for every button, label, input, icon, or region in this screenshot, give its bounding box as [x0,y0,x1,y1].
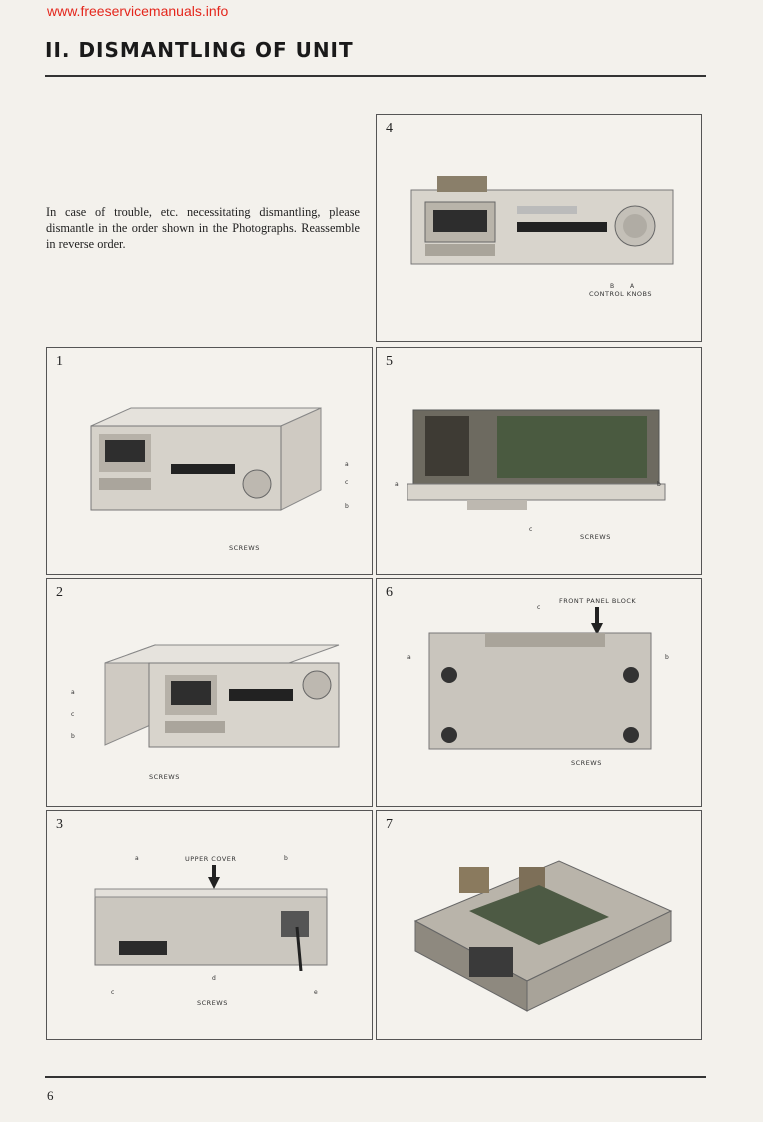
chassis-bottom-photo [425,629,655,753]
photo-panel-1 [46,347,373,575]
label-c: c [537,604,541,611]
panel-caption: SCREWS [149,773,180,781]
label-b: b [665,654,669,661]
panel-number: 2 [56,585,63,600]
label-b: b [71,733,75,740]
internal-chassis-photo [409,851,677,1021]
label-a: a [135,855,139,862]
panel-number: 6 [386,585,393,600]
footer-rule [45,1076,706,1078]
panel-number: 7 [386,817,393,832]
label-b: b [345,503,349,510]
label-a: a [395,481,399,488]
page-number: 6 [47,1088,54,1103]
cassette-deck-angle-photo [87,404,332,516]
panel-heading: UPPER COVER [185,855,237,863]
panel-number: 3 [56,817,63,832]
label-b: b [284,855,288,862]
watermark[interactable]: www.freeservicemanuals.info [47,3,229,19]
cassette-deck-side-photo [95,641,343,751]
label-e: e [314,989,318,996]
photo-panel-4 [376,114,702,342]
label-d: d [212,975,216,982]
panel-caption: SCREWS [580,533,611,541]
cassette-deck-front-photo [407,170,677,280]
label-a: a [407,654,411,661]
rear-panel-photo [91,887,331,971]
panel-caption: SCREWS [571,759,602,767]
photo-panel-3 [46,810,373,1040]
arrow-down-icon [208,865,220,889]
photo-panel-6 [376,578,702,807]
panel-number: 4 [386,121,393,136]
page-title: II. DISMANTLING OF UNIT [45,38,354,62]
panel-number: 5 [386,354,393,369]
open-chassis-photo [407,406,667,514]
label-a: A [630,283,635,290]
panel-caption: SCREWS [197,999,228,1007]
photo-panel-7 [376,810,702,1040]
photo-panel-5 [376,347,702,575]
label-a: a [345,461,349,468]
label-c: c [71,711,75,718]
panel-caption: SCREWS [229,544,260,552]
intro-paragraph: In case of trouble, etc. necessitating dismantling, please dismantle in the order shown in the Photographs. Reassemble in reverse order. [46,205,360,251]
label-a: a [71,689,75,696]
panel-heading: FRONT PANEL BLOCK [559,597,637,605]
label-c: c [111,989,115,996]
panel-number: 1 [56,354,63,369]
label-b: b [657,481,661,488]
label-b: B [610,283,615,290]
panel-caption: CONTROL KNOBS [589,290,653,298]
label-c: c [529,526,533,533]
photo-panel-2 [46,578,373,807]
title-rule [45,75,706,77]
label-c: c [345,479,349,486]
